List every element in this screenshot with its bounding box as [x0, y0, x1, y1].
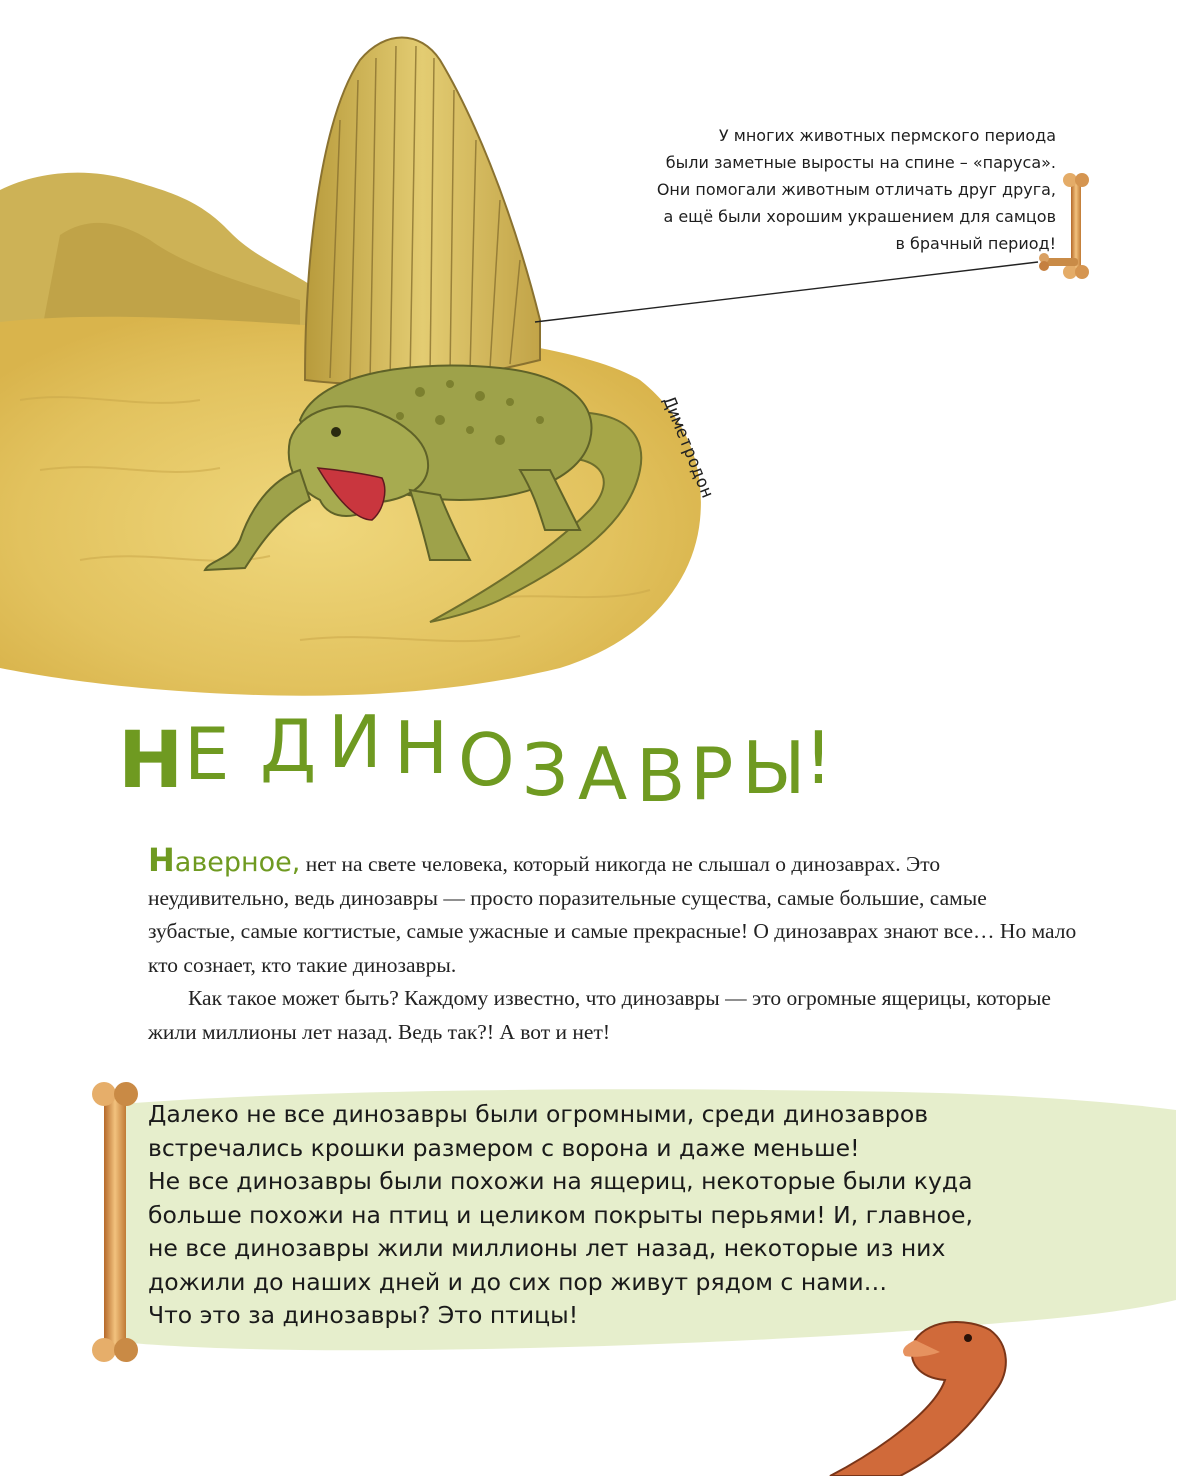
caption-line: Они помогали животным отличать друг друга,: [656, 180, 1056, 199]
bird-dinosaur-illustration: [830, 1322, 1006, 1476]
title-letter: Н: [394, 706, 449, 790]
mountain-background: [0, 173, 318, 340]
caption-line: а ещё были хорошим украшением для самцов: [663, 207, 1056, 226]
intro-text: [148, 841, 1078, 1049]
title-letter: И: [328, 700, 382, 784]
caption-line: были заметные выросты на спине – «паруса».: [665, 153, 1056, 172]
caption-line: У многих животных пермского периода: [718, 126, 1056, 145]
callout-line: больше похожи на птиц и целиком покрыты перьями! И, главное,: [148, 1200, 973, 1229]
title-letter: Д: [260, 704, 317, 788]
paragraph-text: нет на свете человека, который никогда не слышал о динозаврах. Это неудивительно, ведь динозавры — просто поразительные существа, самые большие, самые зубастые, самые когтистые, самые ужасные и самые прекрасные! О динозаврах знают все… Но мало кто сознает, кто такие динозавры.: [148, 852, 1077, 977]
callout-line: Далеко не все динозавры были огромными, среди динозавров: [148, 1100, 929, 1128]
title-letter: Р: [690, 732, 734, 816]
callout-line: дожили до наших дней и до сих пор живут рядом с нами…: [148, 1267, 888, 1296]
title-letter: А: [578, 732, 628, 816]
caption-pointer-line: [535, 262, 1038, 322]
title-letter: З: [522, 728, 569, 812]
page-title: [118, 700, 878, 818]
title-letter: !: [804, 716, 833, 800]
title-letter: О: [458, 718, 515, 802]
intro-paragraph: [148, 841, 1078, 982]
title-letter: Ы: [742, 726, 806, 810]
title-letter: Н: [118, 716, 184, 806]
callout-text: [148, 1098, 1108, 1333]
title-letter: Е: [184, 712, 230, 796]
species-label: Диметродон: [658, 394, 718, 502]
callout-line: не все динозавры жили миллионы лет назад, некоторые из них: [148, 1234, 946, 1262]
lead-word-rest: аверное,: [174, 847, 301, 878]
lead-word: [148, 841, 301, 879]
callout-line: встречались крошки размером с ворона и даже меньше!: [148, 1133, 860, 1162]
lead-cap: Н: [148, 841, 175, 879]
dimetrodon-caption: [560, 122, 1056, 257]
intro-paragraph: Как такое может быть? Каждому известно, что динозавры — это огромные ящерицы, которые жили миллионы лет назад. Ведь так?! А вот и нет!: [148, 986, 1051, 1044]
caption-line: в брачный период!: [895, 234, 1056, 253]
callout-line: Не все динозавры были похожи на ящериц, некоторые были куда: [148, 1167, 973, 1195]
title-letter: В: [636, 734, 686, 818]
callout-line: Что это за динозавры? Это птицы!: [148, 1301, 579, 1329]
